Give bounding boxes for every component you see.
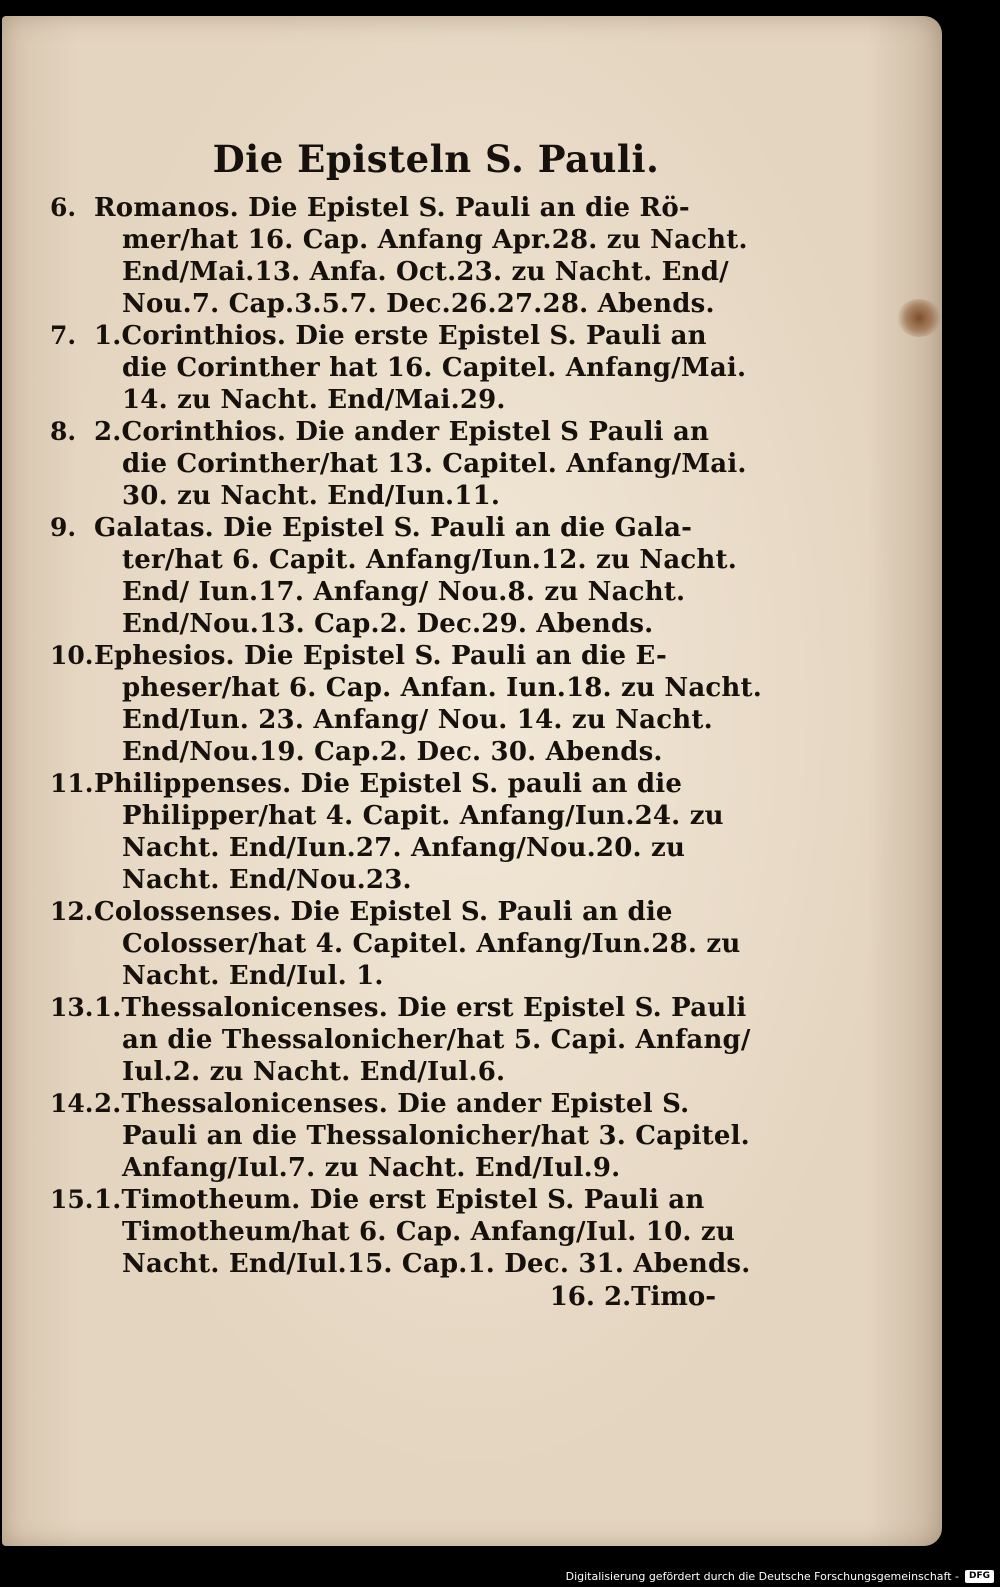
entry-number: 6. [50, 193, 77, 222]
entry-line: Romanos. Die Epistel S. Pauli an die Rö- [94, 193, 690, 223]
entry-line: Ephesios. Die Epistel S. Pauli an die E- [94, 641, 667, 671]
entry-line: 2.Corinthios. Die ander Epistel S Pauli an [94, 417, 710, 447]
entry-number: 12. [50, 897, 94, 926]
footer-text: Digitalisierung gefördert durch die Deutsche Forschungsgemeinschaft - [565, 1569, 959, 1583]
entry-number: 8. [50, 417, 77, 446]
entry-line: 1.Corinthios. Die erste Epistel S. Pauli an [94, 321, 707, 351]
entry-6 [50, 192, 748, 320]
entry-line: Pauli an die Thessalonicher/hat 3. Capitel. [122, 1121, 750, 1151]
entry-line: Iul.2. zu Nacht. End/Iul.6. [122, 1057, 506, 1087]
entry-line: mer/hat 16. Cap. Anfang Apr.28. zu Nacht. [122, 225, 748, 255]
entry-line: 1.Thessalonicenses. Die erst Epistel S. Pauli [94, 993, 747, 1023]
entry-line: 30. zu Nacht. End/Iun.11. [122, 481, 501, 511]
entry-line: pheser/hat 6. Cap. Anfan. Iun.18. zu Nacht. [122, 673, 762, 703]
entry-number: 14. [50, 1089, 94, 1118]
entry-9 [50, 512, 737, 640]
entry-number: 10. [50, 641, 94, 670]
entry-line: Colossenses. Die Epistel S. Pauli an die [94, 897, 673, 927]
entry-line: 14. zu Nacht. End/Mai.29. [122, 385, 506, 415]
entry-14 [50, 1088, 750, 1184]
entry-number: 13. [50, 993, 94, 1022]
entry-line: die Corinther hat 16. Capitel. Anfang/Mai. [122, 353, 747, 383]
entry-line: ter/hat 6. Capit. Anfang/Iun.12. zu Nacht. [122, 545, 737, 575]
entry-line: Philippenses. Die Epistel S. pauli an die [94, 769, 683, 799]
entry-line: Nacht. End/Iun.27. Anfang/Nou.20. zu [122, 833, 686, 863]
entry-7 [50, 320, 747, 416]
entry-10 [50, 640, 762, 768]
entry-number: 15. [50, 1185, 94, 1214]
digitization-footer [566, 1567, 994, 1585]
text-block [50, 134, 762, 1314]
entry-number: 11. [50, 769, 94, 798]
book-page [2, 16, 942, 1546]
entry-15 [50, 1184, 751, 1280]
entry-line: End/Nou.19. Cap.2. Dec. 30. Abends. [122, 737, 663, 767]
entry-line: Nacht. End/Nou.23. [122, 865, 412, 895]
entry-line: Galatas. Die Epistel S. Pauli an die Gala- [94, 513, 693, 543]
entry-line: an die Thessalonicher/hat 5. Capi. Anfang/ [122, 1025, 751, 1055]
entry-line: Nacht. End/Iul.15. Cap.1. Dec. 31. Abends. [122, 1249, 751, 1279]
entry-line: End/ Iun.17. Anfang/ Nou.8. zu Nacht. [122, 577, 686, 607]
page-heading: Die Episteln S. Pauli. [212, 137, 660, 181]
dfg-logo-icon: DFG [965, 1570, 994, 1583]
catchword: 16. 2.Timo- [549, 1282, 716, 1312]
entry-line: End/Nou.13. Cap.2. Dec.29. Abends. [122, 609, 654, 639]
ink-stain [897, 299, 941, 337]
entry-line: Timotheum/hat 6. Cap. Anfang/Iul. 10. zu [122, 1217, 735, 1247]
entry-line: Nou.7. Cap.3.5.7. Dec.26.27.28. Abends. [122, 289, 715, 319]
entry-line: die Corinther/hat 13. Capitel. Anfang/Mai. [122, 449, 747, 479]
entry-line: 2.Thessalonicenses. Die ander Epistel S. [94, 1089, 690, 1119]
entry-number: 7. [50, 321, 77, 350]
entry-line: End/Mai.13. Anfa. Oct.23. zu Nacht. End/ [122, 257, 729, 287]
entry-11 [50, 768, 722, 896]
entry-line: End/Iun. 23. Anfang/ Nou. 14. zu Nacht. [122, 705, 713, 735]
entry-line: Anfang/Iul.7. zu Nacht. End/Iul.9. [122, 1153, 621, 1183]
entry-line: Philipper/hat 4. Capit. Anfang/Iun.24. zu [122, 801, 724, 831]
entry-8 [50, 416, 747, 512]
entry-line: Nacht. End/Iul. 1. [122, 961, 384, 991]
entry-13 [50, 992, 751, 1088]
entry-line: 1.Timotheum. Die erst Epistel S. Pauli an [94, 1185, 705, 1215]
entry-12 [50, 896, 741, 992]
entry-number: 9. [50, 513, 77, 542]
entry-line: Colosser/hat 4. Capitel. Anfang/Iun.28. zu [122, 929, 741, 959]
